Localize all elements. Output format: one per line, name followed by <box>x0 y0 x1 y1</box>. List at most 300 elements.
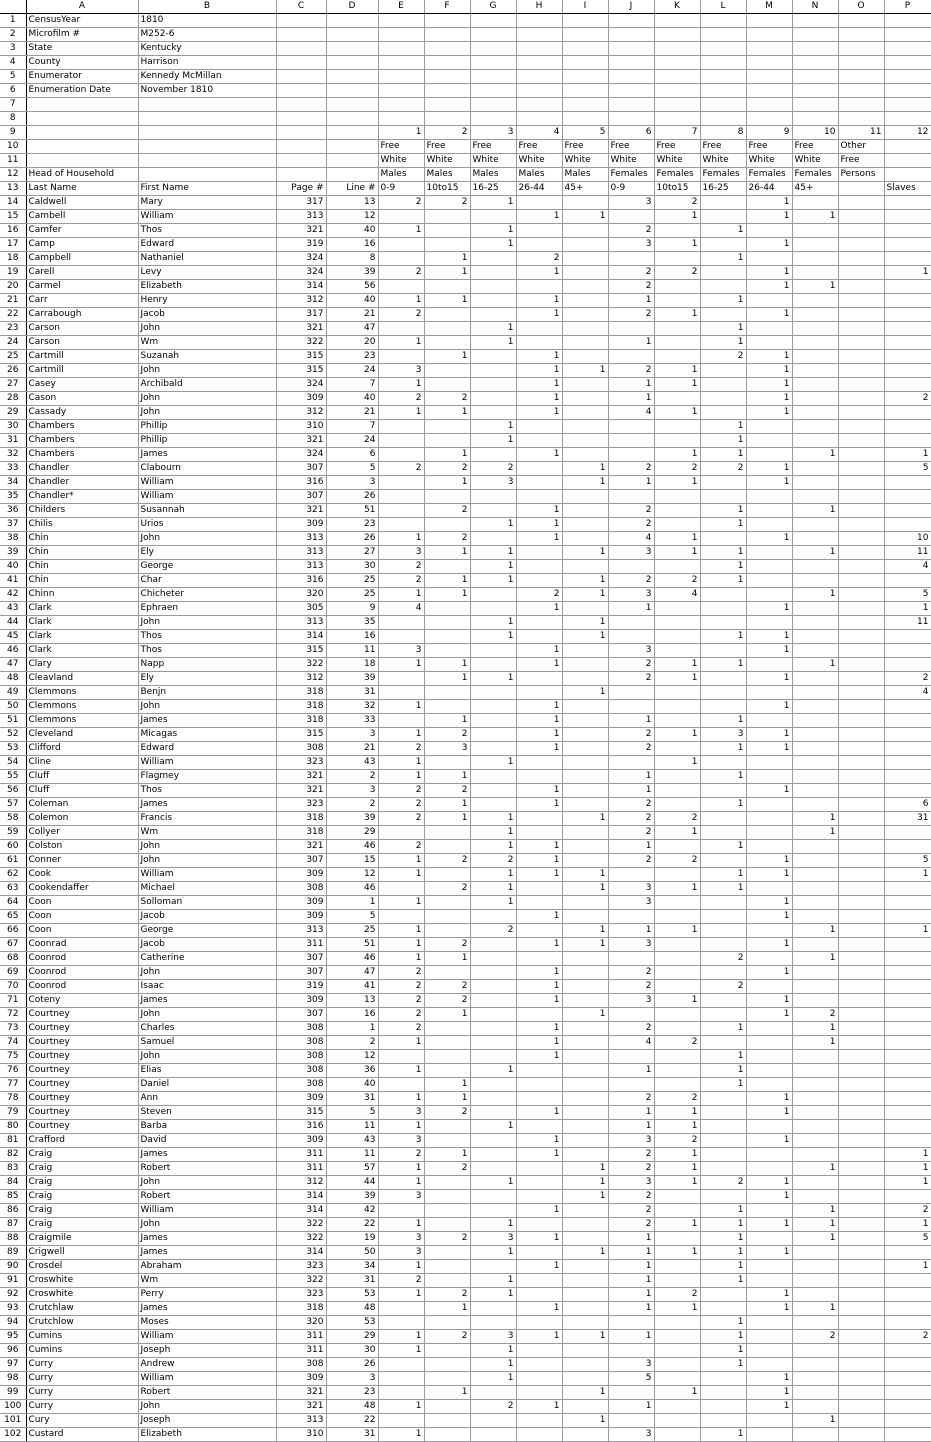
cell[interactable]: 24 <box>326 434 378 448</box>
first-name-cell[interactable]: William <box>138 868 276 882</box>
cell[interactable]: 26 <box>326 1358 378 1372</box>
cell[interactable]: 1 <box>470 616 516 630</box>
cell[interactable]: Enumerator <box>26 70 138 84</box>
row-number[interactable]: 19 <box>0 266 26 280</box>
cell[interactable] <box>326 140 378 154</box>
cell[interactable] <box>562 896 608 910</box>
cell[interactable] <box>792 1050 838 1064</box>
cell[interactable] <box>516 1008 562 1022</box>
cell[interactable] <box>26 126 138 140</box>
row-number[interactable]: 88 <box>0 1232 26 1246</box>
cell[interactable]: 1 <box>516 1106 562 1120</box>
cell[interactable]: 1 <box>700 504 746 518</box>
last-name-cell[interactable]: Courtney <box>26 1050 138 1064</box>
cell[interactable] <box>838 462 884 476</box>
cell[interactable] <box>838 840 884 854</box>
first-name-cell[interactable]: Jacob <box>138 910 276 924</box>
cell[interactable] <box>654 28 700 42</box>
first-name-cell[interactable]: Thos <box>138 644 276 658</box>
cell[interactable]: 315 <box>276 644 326 658</box>
first-name-cell[interactable]: Robert <box>138 1162 276 1176</box>
first-name-cell[interactable]: Flagmey <box>138 770 276 784</box>
cell[interactable]: 6 <box>326 448 378 462</box>
cell[interactable]: CensusYear <box>26 14 138 28</box>
row-number[interactable]: 8 <box>0 112 26 126</box>
row-number[interactable]: 37 <box>0 518 26 532</box>
first-name-cell[interactable]: Ephraen <box>138 602 276 616</box>
cell[interactable] <box>654 1022 700 1036</box>
cell[interactable]: 1 <box>700 1274 746 1288</box>
cell[interactable]: 29 <box>326 1330 378 1344</box>
cell[interactable] <box>378 1316 424 1330</box>
cell[interactable]: 1 <box>516 910 562 924</box>
cell[interactable]: 5 <box>884 462 931 476</box>
cell[interactable]: 312 <box>276 406 326 420</box>
column-header[interactable]: L <box>700 0 746 14</box>
cell[interactable]: 313 <box>276 924 326 938</box>
first-name-cell[interactable]: William <box>138 1204 276 1218</box>
cell[interactable]: 1 <box>516 1302 562 1316</box>
cell[interactable]: 1 <box>746 1190 792 1204</box>
last-name-cell[interactable]: Chandler <box>26 462 138 476</box>
cell[interactable]: 1 <box>608 294 654 308</box>
cell[interactable] <box>700 42 746 56</box>
cell[interactable] <box>746 504 792 518</box>
cell[interactable] <box>516 924 562 938</box>
cell[interactable] <box>378 210 424 224</box>
cell[interactable]: Males <box>378 168 424 182</box>
cell[interactable] <box>700 1386 746 1400</box>
last-name-cell[interactable]: Chin <box>26 574 138 588</box>
cell[interactable]: 2 <box>608 1218 654 1232</box>
cell[interactable]: 13 <box>326 196 378 210</box>
cell[interactable]: 2 <box>424 392 470 406</box>
cell[interactable]: 307 <box>276 966 326 980</box>
first-name-cell[interactable]: James <box>138 1148 276 1162</box>
cell[interactable] <box>792 1288 838 1302</box>
cell[interactable]: 1 <box>608 1274 654 1288</box>
cell[interactable] <box>516 1428 562 1442</box>
last-name-cell[interactable]: Carrabough <box>26 308 138 322</box>
cell[interactable] <box>276 70 326 84</box>
cell[interactable]: 1 <box>746 1218 792 1232</box>
cell[interactable]: 57 <box>326 1162 378 1176</box>
last-name-cell[interactable]: Craig <box>26 1204 138 1218</box>
cell[interactable] <box>424 98 470 112</box>
cell[interactable]: 1 <box>516 1022 562 1036</box>
last-name-cell[interactable]: Coonrad <box>26 938 138 952</box>
cell[interactable] <box>654 868 700 882</box>
cell[interactable]: White <box>378 154 424 168</box>
row-number[interactable]: 29 <box>0 406 26 420</box>
cell[interactable] <box>838 616 884 630</box>
cell[interactable]: 1 <box>654 1162 700 1176</box>
first-name-cell[interactable]: William <box>138 210 276 224</box>
cell[interactable]: 1 <box>562 1176 608 1190</box>
last-name-cell[interactable]: Cline <box>26 756 138 770</box>
row-number[interactable]: 2 <box>0 28 26 42</box>
cell[interactable] <box>562 1358 608 1372</box>
cell[interactable]: 1 <box>424 1008 470 1022</box>
cell[interactable]: 1 <box>378 1120 424 1134</box>
cell[interactable]: 2 <box>608 966 654 980</box>
cell[interactable] <box>608 952 654 966</box>
cell[interactable] <box>562 980 608 994</box>
cell[interactable]: 5 <box>562 126 608 140</box>
cell[interactable]: 307 <box>276 952 326 966</box>
cell[interactable] <box>746 322 792 336</box>
cell[interactable] <box>378 910 424 924</box>
cell[interactable]: 1 <box>424 1092 470 1106</box>
cell[interactable] <box>470 1316 516 1330</box>
cell[interactable]: 1 <box>700 1358 746 1372</box>
first-name-cell[interactable]: Wm <box>138 1274 276 1288</box>
last-name-cell[interactable]: Courtney <box>26 1008 138 1022</box>
cell[interactable] <box>792 1246 838 1260</box>
cell[interactable] <box>838 1274 884 1288</box>
first-name-cell[interactable]: James <box>138 994 276 1008</box>
cell[interactable] <box>838 238 884 252</box>
cell[interactable]: 10 <box>884 532 931 546</box>
cell[interactable]: 313 <box>276 532 326 546</box>
cell[interactable]: 26-44 <box>746 182 792 196</box>
cell[interactable]: 314 <box>276 630 326 644</box>
cell[interactable] <box>792 1386 838 1400</box>
cell[interactable] <box>792 1260 838 1274</box>
cell[interactable]: 2 <box>424 994 470 1008</box>
cell[interactable]: 318 <box>276 826 326 840</box>
cell[interactable] <box>562 434 608 448</box>
cell[interactable]: 5 <box>326 462 378 476</box>
cell[interactable] <box>562 1316 608 1330</box>
cell[interactable]: 1810 <box>138 14 276 28</box>
cell[interactable] <box>608 56 654 70</box>
cell[interactable] <box>746 1428 792 1442</box>
cell[interactable]: 1 <box>884 1148 931 1162</box>
cell[interactable]: 1 <box>424 812 470 826</box>
cell[interactable] <box>470 210 516 224</box>
cell[interactable] <box>608 210 654 224</box>
cell[interactable]: 321 <box>276 784 326 798</box>
cell[interactable]: 1 <box>378 924 424 938</box>
cell[interactable]: 308 <box>276 1036 326 1050</box>
cell[interactable] <box>792 798 838 812</box>
cell[interactable]: Microfilm # <box>26 28 138 42</box>
cell[interactable]: 2 <box>424 854 470 868</box>
row-number[interactable]: 60 <box>0 840 26 854</box>
cell[interactable] <box>746 98 792 112</box>
row-number[interactable]: 45 <box>0 630 26 644</box>
cell[interactable] <box>276 154 326 168</box>
last-name-cell[interactable]: Casey <box>26 378 138 392</box>
cell[interactable] <box>654 392 700 406</box>
first-name-cell[interactable]: Napp <box>138 658 276 672</box>
cell[interactable] <box>516 1274 562 1288</box>
cell[interactable] <box>792 1092 838 1106</box>
cell[interactable]: 1 <box>424 714 470 728</box>
cell[interactable]: 1 <box>378 728 424 742</box>
row-number[interactable]: 22 <box>0 308 26 322</box>
cell[interactable] <box>424 1372 470 1386</box>
cell[interactable]: 50 <box>326 1246 378 1260</box>
cell[interactable] <box>276 84 326 98</box>
row-number[interactable]: 20 <box>0 280 26 294</box>
cell[interactable]: 16-25 <box>470 182 516 196</box>
cell[interactable]: 1 <box>470 546 516 560</box>
cell[interactable] <box>792 1344 838 1358</box>
cell[interactable] <box>470 1036 516 1050</box>
cell[interactable]: 1 <box>470 1176 516 1190</box>
cell[interactable] <box>424 1428 470 1442</box>
row-number[interactable]: 54 <box>0 756 26 770</box>
cell[interactable] <box>792 938 838 952</box>
cell[interactable] <box>884 742 931 756</box>
cell[interactable] <box>746 1260 792 1274</box>
first-name-cell[interactable]: William <box>138 1330 276 1344</box>
cell[interactable] <box>700 1288 746 1302</box>
cell[interactable] <box>424 84 470 98</box>
cell[interactable] <box>700 812 746 826</box>
first-name-cell[interactable]: Archibald <box>138 378 276 392</box>
cell[interactable] <box>516 1176 562 1190</box>
cell[interactable]: 1 <box>608 1106 654 1120</box>
column-header[interactable]: E <box>378 0 424 14</box>
cell[interactable]: 40 <box>326 224 378 238</box>
cell[interactable] <box>838 182 884 196</box>
cell[interactable]: 3 <box>326 728 378 742</box>
cell[interactable]: 2 <box>608 574 654 588</box>
row-number[interactable]: 86 <box>0 1204 26 1218</box>
cell[interactable]: 26 <box>326 532 378 546</box>
row-number[interactable]: 90 <box>0 1260 26 1274</box>
cell[interactable] <box>424 630 470 644</box>
cell[interactable]: 2 <box>608 826 654 840</box>
cell[interactable] <box>470 98 516 112</box>
cell[interactable]: 2 <box>424 1232 470 1246</box>
cell[interactable] <box>700 826 746 840</box>
cell[interactable]: 313 <box>276 560 326 574</box>
row-number[interactable]: 66 <box>0 924 26 938</box>
cell[interactable]: 322 <box>276 658 326 672</box>
cell[interactable] <box>654 798 700 812</box>
cell[interactable] <box>378 84 424 98</box>
row-number[interactable]: 33 <box>0 462 26 476</box>
cell[interactable]: 1 <box>424 294 470 308</box>
cell[interactable] <box>470 658 516 672</box>
cell[interactable] <box>470 588 516 602</box>
last-name-cell[interactable]: Cookendaffer <box>26 882 138 896</box>
cell[interactable] <box>884 882 931 896</box>
cell[interactable] <box>700 1148 746 1162</box>
cell[interactable] <box>884 322 931 336</box>
cell[interactable] <box>700 1162 746 1176</box>
row-number[interactable]: 46 <box>0 644 26 658</box>
cell[interactable] <box>562 28 608 42</box>
cell[interactable] <box>654 294 700 308</box>
cell[interactable] <box>276 98 326 112</box>
cell[interactable] <box>516 1092 562 1106</box>
cell[interactable]: 1 <box>326 1022 378 1036</box>
cell[interactable]: 1 <box>562 364 608 378</box>
cell[interactable] <box>838 378 884 392</box>
cell[interactable] <box>516 336 562 350</box>
last-name-cell[interactable]: Cleveland <box>26 728 138 742</box>
row-number[interactable]: 68 <box>0 952 26 966</box>
cell[interactable]: 1 <box>654 1106 700 1120</box>
cell[interactable]: 1 <box>516 994 562 1008</box>
last-name-cell[interactable]: Coon <box>26 924 138 938</box>
cell[interactable]: 1 <box>378 532 424 546</box>
cell[interactable]: 10to15 <box>654 182 700 196</box>
first-name-cell[interactable]: Char <box>138 574 276 588</box>
column-header[interactable]: G <box>470 0 516 14</box>
cell[interactable] <box>838 266 884 280</box>
cell[interactable] <box>562 406 608 420</box>
cell[interactable] <box>700 1036 746 1050</box>
cell[interactable]: 1 <box>746 994 792 1008</box>
cell[interactable]: 2 <box>608 518 654 532</box>
cell[interactable]: 1 <box>608 336 654 350</box>
cell[interactable]: 53 <box>326 1288 378 1302</box>
cell[interactable]: 1 <box>700 840 746 854</box>
first-name-cell[interactable]: Micagas <box>138 728 276 742</box>
cell[interactable]: 1 <box>378 126 424 140</box>
cell[interactable]: 1 <box>746 1246 792 1260</box>
cell[interactable] <box>562 1344 608 1358</box>
cell[interactable]: 1 <box>378 378 424 392</box>
cell[interactable]: 1 <box>516 840 562 854</box>
cell[interactable]: 320 <box>276 588 326 602</box>
cell[interactable]: 1 <box>700 1204 746 1218</box>
cell[interactable] <box>884 224 931 238</box>
cell[interactable]: 1 <box>516 966 562 980</box>
cell[interactable] <box>792 1190 838 1204</box>
cell[interactable] <box>562 700 608 714</box>
cell[interactable]: 1 <box>608 1302 654 1316</box>
cell[interactable]: 308 <box>276 1050 326 1064</box>
cell[interactable] <box>792 728 838 742</box>
first-name-cell[interactable]: Robert <box>138 1190 276 1204</box>
cell[interactable]: 1 <box>562 1162 608 1176</box>
last-name-cell[interactable]: Coteny <box>26 994 138 1008</box>
cell[interactable] <box>378 476 424 490</box>
cell[interactable] <box>424 70 470 84</box>
cell[interactable]: 23 <box>326 1386 378 1400</box>
first-name-cell[interactable]: Moses <box>138 1316 276 1330</box>
cell[interactable]: 2 <box>378 1274 424 1288</box>
cell[interactable]: White <box>746 154 792 168</box>
cell[interactable] <box>838 588 884 602</box>
cell[interactable] <box>424 924 470 938</box>
cell[interactable] <box>562 294 608 308</box>
cell[interactable]: 1 <box>378 336 424 350</box>
cell[interactable] <box>838 882 884 896</box>
first-name-cell[interactable]: John <box>138 1008 276 1022</box>
first-name-cell[interactable]: Andrew <box>138 1358 276 1372</box>
cell[interactable] <box>654 952 700 966</box>
cell[interactable] <box>746 770 792 784</box>
cell[interactable] <box>138 112 276 126</box>
cell[interactable] <box>792 56 838 70</box>
cell[interactable]: 3 <box>378 644 424 658</box>
cell[interactable]: 324 <box>276 266 326 280</box>
cell[interactable]: 321 <box>276 1400 326 1414</box>
cell[interactable]: 1 <box>562 630 608 644</box>
cell[interactable] <box>884 1246 931 1260</box>
cell[interactable]: 1 <box>470 1120 516 1134</box>
cell[interactable] <box>424 1246 470 1260</box>
row-number[interactable]: 95 <box>0 1330 26 1344</box>
cell[interactable]: Free <box>838 154 884 168</box>
cell[interactable] <box>884 1092 931 1106</box>
cell[interactable] <box>884 1022 931 1036</box>
cell[interactable]: 2 <box>608 1190 654 1204</box>
cell[interactable] <box>838 1120 884 1134</box>
cell[interactable] <box>884 168 931 182</box>
last-name-cell[interactable]: Clifford <box>26 742 138 756</box>
cell[interactable] <box>424 1414 470 1428</box>
cell[interactable]: 1 <box>378 896 424 910</box>
cell[interactable] <box>470 1050 516 1064</box>
column-header[interactable]: A <box>26 0 138 14</box>
cell[interactable] <box>470 308 516 322</box>
first-name-cell[interactable]: John <box>138 364 276 378</box>
cell[interactable]: 2 <box>424 1106 470 1120</box>
cell[interactable]: 1 <box>654 1246 700 1260</box>
cell[interactable] <box>838 756 884 770</box>
cell[interactable]: 1 <box>470 518 516 532</box>
cell[interactable]: 1 <box>424 546 470 560</box>
cell[interactable] <box>608 686 654 700</box>
cell[interactable]: 4 <box>884 686 931 700</box>
cell[interactable] <box>608 42 654 56</box>
cell[interactable]: 1 <box>884 1162 931 1176</box>
cell[interactable]: 3 <box>470 476 516 490</box>
cell[interactable] <box>378 1078 424 1092</box>
cell[interactable]: 1 <box>608 1246 654 1260</box>
cell[interactable]: 321 <box>276 434 326 448</box>
corner-cell[interactable] <box>0 0 26 14</box>
cell[interactable] <box>470 70 516 84</box>
cell[interactable] <box>516 630 562 644</box>
cell[interactable] <box>884 910 931 924</box>
cell[interactable]: 1 <box>562 1190 608 1204</box>
cell[interactable]: 309 <box>276 910 326 924</box>
cell[interactable] <box>470 728 516 742</box>
last-name-cell[interactable]: Coon <box>26 896 138 910</box>
cell[interactable]: 1 <box>516 518 562 532</box>
row-number[interactable]: 62 <box>0 868 26 882</box>
cell[interactable] <box>792 490 838 504</box>
cell[interactable]: 2 <box>654 462 700 476</box>
last-name-cell[interactable]: Craigmile <box>26 1232 138 1246</box>
cell[interactable] <box>700 266 746 280</box>
cell[interactable] <box>746 224 792 238</box>
cell[interactable] <box>884 420 931 434</box>
cell[interactable]: 1 <box>562 462 608 476</box>
cell[interactable]: 1 <box>746 1288 792 1302</box>
cell[interactable] <box>884 1008 931 1022</box>
cell[interactable] <box>470 448 516 462</box>
row-number[interactable]: 41 <box>0 574 26 588</box>
first-name-cell[interactable]: John <box>138 1218 276 1232</box>
cell[interactable] <box>792 14 838 28</box>
cell[interactable] <box>470 1148 516 1162</box>
cell[interactable] <box>792 882 838 896</box>
cell[interactable]: 23 <box>326 518 378 532</box>
cell[interactable] <box>654 966 700 980</box>
cell[interactable] <box>424 364 470 378</box>
